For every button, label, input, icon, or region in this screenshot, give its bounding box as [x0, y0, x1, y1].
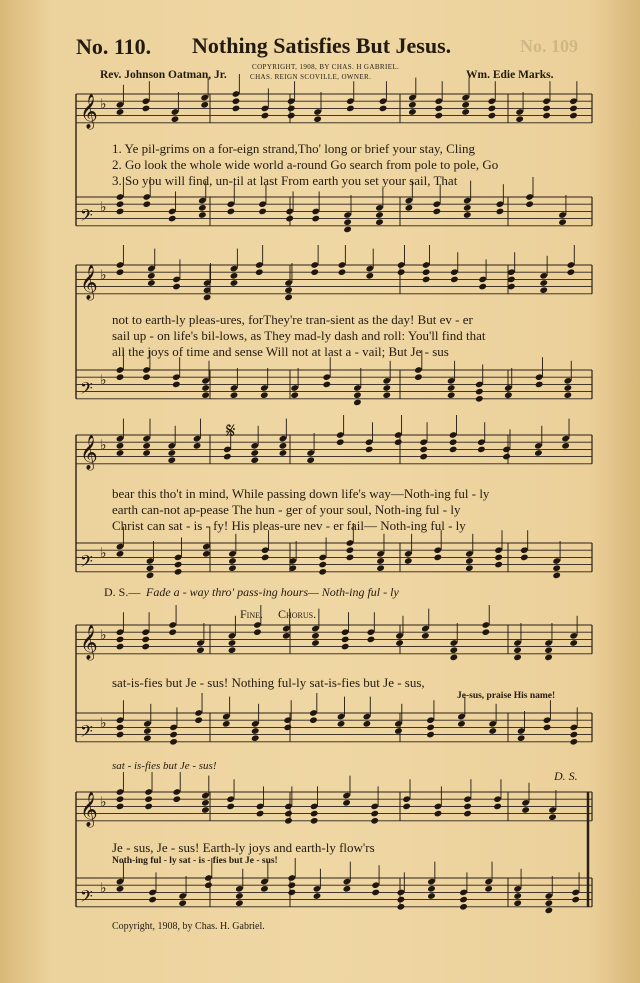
verse-1-line-2: not to earth-ly pleas-ures, forThey're tran-sient as the day! But ev - er [112, 312, 473, 327]
notehead [116, 885, 125, 893]
notehead [513, 892, 522, 900]
notehead [419, 453, 428, 461]
notehead [198, 211, 207, 219]
notehead [539, 279, 548, 287]
verse-2-line-1: 2. Go look the whole wide world a-round Go search from pole to pole, Go [112, 157, 499, 172]
fine-marking: Fine. [240, 607, 264, 621]
flat-sign: ♭ [100, 716, 107, 732]
notehead [426, 724, 435, 732]
notehead [116, 731, 125, 739]
notehead [116, 449, 125, 457]
bass-clef: 𝄢 [80, 885, 93, 910]
notehead [228, 639, 237, 647]
notehead [279, 449, 288, 457]
notehead [520, 554, 529, 562]
notehead [313, 115, 322, 123]
ds-marking: D. S. [554, 769, 578, 783]
notehead [222, 720, 231, 728]
notehead [232, 105, 241, 113]
notehead [488, 112, 497, 120]
flat-sign: ♭ [100, 97, 107, 113]
notehead [534, 449, 543, 457]
ds-label: D. S.— [104, 585, 141, 599]
notehead [475, 395, 484, 403]
notehead [426, 731, 435, 739]
chorus-bass-lyric: sat - is-fies but Je - sus! [112, 760, 217, 772]
notehead [402, 803, 411, 811]
notehead [408, 101, 417, 109]
notehead [142, 449, 151, 457]
verse-1-line-3: bear this tho't in mind, While passing down life's way—Noth-ing ful - ly [112, 486, 490, 501]
notehead [422, 276, 431, 284]
copyright-owner: CHAS. REIGN SCOVILLE, OWNER. [250, 73, 372, 81]
flat-sign: ♭ [100, 438, 107, 454]
notehead [397, 896, 406, 904]
notehead [310, 817, 319, 825]
notehead [379, 105, 388, 113]
notehead [228, 557, 237, 565]
notehead [201, 799, 210, 807]
notehead [311, 632, 320, 640]
notehead [459, 903, 468, 911]
notehead [515, 115, 524, 123]
notehead [346, 105, 355, 113]
notehead [147, 279, 156, 287]
notehead [196, 646, 205, 654]
notehead [382, 391, 391, 399]
notehead [493, 803, 502, 811]
notehead [552, 564, 561, 572]
notehead [544, 646, 553, 654]
chorus-lower-lyric: Noth-ing ful - ly sat - is - fies but Je - sus! [112, 856, 278, 866]
notehead [228, 646, 237, 654]
notehead [569, 639, 578, 647]
notehead [290, 391, 299, 399]
notehead [255, 268, 264, 276]
flat-sign: ♭ [100, 628, 107, 644]
flat-sign: ♭ [100, 881, 107, 897]
notehead [342, 799, 351, 807]
notehead [202, 550, 211, 558]
notehead [283, 724, 292, 732]
flat-sign: ♭ [100, 200, 107, 216]
notehead [343, 226, 352, 234]
notehead [561, 442, 570, 450]
flat-sign: ♭ [100, 546, 107, 562]
notehead [148, 896, 157, 904]
notehead [116, 636, 125, 644]
notehead [285, 215, 294, 223]
notehead [447, 384, 456, 392]
notehead [167, 449, 176, 457]
notehead [146, 572, 155, 580]
notehead [261, 112, 270, 120]
notehead [463, 204, 472, 212]
notehead [365, 272, 374, 280]
notehead [542, 105, 551, 113]
notehead [313, 892, 322, 900]
chorus-marking: Chorus. [278, 607, 317, 621]
notehead [535, 381, 544, 389]
notehead [309, 716, 318, 724]
verse-3-line-3: Christ can sat - is - fy! His pleas-ure nev - er fail— Noth-ing ful - ly [112, 518, 466, 533]
notehead [548, 813, 557, 821]
notehead [282, 632, 291, 640]
notehead [463, 803, 472, 811]
notehead [494, 561, 503, 569]
notehead [558, 218, 567, 226]
notehead [116, 208, 125, 216]
notehead [169, 731, 178, 739]
treble-clef: 𝄞 [80, 264, 98, 300]
bass-clef: 𝄢 [80, 720, 93, 745]
notehead [450, 646, 459, 654]
notehead [171, 115, 180, 123]
notehead [227, 208, 236, 216]
notehead [141, 643, 150, 651]
notehead [261, 554, 270, 562]
notehead [463, 810, 472, 818]
notehead [201, 384, 210, 392]
notehead [341, 643, 350, 651]
notehead [570, 738, 579, 746]
notehead [193, 442, 202, 450]
notehead [517, 734, 526, 742]
notehead [116, 795, 125, 803]
notehead [251, 734, 260, 742]
notehead [168, 215, 177, 223]
notehead [341, 636, 350, 644]
notehead [353, 399, 362, 407]
notehead [143, 734, 152, 742]
notehead [395, 639, 404, 647]
notehead [363, 720, 372, 728]
notehead [203, 294, 212, 302]
notehead [353, 391, 362, 399]
notehead [284, 810, 293, 818]
notehead [178, 899, 187, 907]
notehead [570, 731, 579, 739]
notehead [459, 896, 468, 904]
notehead [310, 268, 319, 276]
notehead [116, 200, 125, 208]
notehead [336, 438, 345, 446]
notehead [488, 727, 497, 735]
notehead [144, 795, 153, 803]
treble-clef: 𝄞 [80, 624, 98, 660]
notehead [461, 101, 470, 109]
segno-sign: 𝄋 [226, 418, 236, 443]
notehead [521, 806, 530, 814]
notehead [404, 557, 413, 565]
treble-clef: 𝄞 [80, 93, 98, 129]
notehead [172, 283, 181, 291]
notehead [343, 885, 352, 893]
notehead [545, 899, 554, 907]
bass-clef: 𝄢 [80, 377, 93, 402]
lyricist-credit: Rev. Johnson Oatman, Jr. [100, 69, 227, 81]
notehead [311, 215, 320, 223]
notehead [279, 442, 288, 450]
treble-clef: 𝄞 [80, 434, 98, 470]
notehead [256, 810, 265, 818]
notehead [116, 724, 125, 732]
notehead [318, 568, 327, 576]
notehead [200, 101, 209, 109]
notehead [434, 112, 443, 120]
notehead [230, 272, 239, 280]
notehead [322, 381, 331, 389]
notehead [571, 896, 580, 904]
notehead [475, 388, 484, 396]
notehead [226, 803, 235, 811]
notehead [232, 97, 241, 105]
notehead [513, 654, 522, 662]
notehead [144, 803, 153, 811]
notehead [427, 885, 436, 893]
notehead [141, 636, 150, 644]
notehead [223, 453, 232, 461]
notehead [260, 391, 269, 399]
notehead [496, 208, 505, 216]
hymn-title: Nothing Satisfies But Jesus. [192, 33, 452, 58]
notehead [376, 557, 385, 565]
notehead [287, 112, 296, 120]
notehead [484, 885, 493, 893]
composer-credit: Wm. Edie Marks. [466, 69, 554, 81]
flat-sign: ♭ [100, 795, 107, 811]
notehead [201, 391, 210, 399]
notehead [567, 268, 576, 276]
notehead [405, 204, 414, 212]
notehead [250, 449, 259, 457]
notehead [543, 724, 552, 732]
notehead [542, 112, 551, 120]
chorus-echo-lyric: Je-sus, praise His name! [457, 691, 556, 701]
notehead [258, 208, 267, 216]
notehead [147, 272, 156, 280]
notehead [397, 268, 406, 276]
notehead [371, 889, 380, 897]
notehead [287, 889, 296, 897]
notehead [201, 806, 210, 814]
notehead [167, 456, 176, 464]
notehead [477, 446, 486, 454]
notehead [251, 727, 260, 735]
notehead [433, 554, 442, 562]
notehead [370, 810, 379, 818]
notehead [228, 564, 237, 572]
notehead [168, 628, 177, 636]
notehead [434, 810, 443, 818]
notehead [449, 446, 458, 454]
notehead [367, 636, 376, 644]
verse-3-line-2: all the joys of time and sense Will not at last a - vail; But Je - sus [112, 344, 449, 359]
notehead [284, 294, 293, 302]
notehead [449, 438, 458, 446]
chorus-lyric-2: Je - sus, Je - sus! Earth-ly joys and earth-ly flow'rs [112, 840, 375, 855]
flat-sign: ♭ [100, 373, 107, 389]
notehead [194, 716, 203, 724]
notehead [198, 204, 207, 212]
flat-sign: ♭ [100, 268, 107, 284]
notehead [414, 373, 423, 381]
notehead [382, 384, 391, 392]
notehead [525, 200, 534, 208]
notehead [287, 881, 296, 889]
verse-2-line-3: earth can-not ap-pease The hun - ger of your soul, Noth-ing ful - ly [112, 502, 461, 517]
notehead [142, 442, 151, 450]
notehead [235, 892, 244, 900]
notehead [235, 899, 244, 907]
notehead [564, 384, 573, 392]
notehead [230, 279, 239, 287]
notehead [146, 564, 155, 572]
notehead [397, 903, 406, 911]
notehead [434, 105, 443, 113]
verse-3-line-1: 3. So you will find, un-til at last From earth you set your sail, That [112, 173, 458, 188]
notehead [284, 817, 293, 825]
notehead [174, 568, 183, 576]
notehead [337, 720, 346, 728]
verse-1-line-1: 1. Ye pil-grims on a for-eign strand,Tho' long or brief your stay, Cling [112, 141, 476, 156]
notehead [116, 643, 125, 651]
notehead [432, 208, 441, 216]
notehead [465, 564, 474, 572]
notehead [310, 810, 319, 818]
notehead [552, 572, 561, 580]
notehead [253, 628, 262, 636]
notehead [142, 373, 151, 381]
notehead [422, 268, 431, 276]
notehead [375, 218, 384, 226]
ds-lyric: Fade a - way thro' pass-ing hours— Noth-ing ful - ly [146, 585, 399, 599]
notehead [116, 268, 125, 276]
notehead [450, 276, 459, 284]
notehead [365, 446, 374, 454]
notehead [419, 446, 428, 454]
notehead [450, 654, 459, 662]
notehead [463, 211, 472, 219]
notehead [465, 557, 474, 565]
notehead [457, 720, 466, 728]
notehead [169, 738, 178, 746]
notehead [174, 561, 183, 569]
notehead [569, 105, 578, 113]
notehead [564, 391, 573, 399]
notehead [172, 381, 181, 389]
notehead [569, 112, 578, 120]
notehead [116, 108, 125, 116]
notehead [513, 899, 522, 907]
notehead [539, 286, 548, 294]
notehead [250, 456, 259, 464]
notehead [143, 727, 152, 735]
notehead [421, 632, 430, 640]
notehead [204, 881, 213, 889]
notehead [287, 105, 296, 113]
notehead [545, 907, 554, 915]
notehead [142, 200, 151, 208]
treble-clef: 𝄞 [80, 791, 98, 827]
notehead [504, 391, 513, 399]
hymn-number: No. 110. [76, 34, 152, 59]
notehead [346, 554, 355, 562]
notehead [260, 885, 269, 893]
bleed-through-text: No. 109 [520, 36, 578, 56]
notehead [116, 373, 125, 381]
notehead [173, 795, 182, 803]
notehead [338, 268, 347, 276]
bass-clef: 𝄢 [80, 550, 93, 575]
bass-clef: 𝄢 [80, 204, 93, 229]
notehead [544, 654, 553, 662]
notehead [427, 892, 436, 900]
notehead [306, 456, 315, 464]
notehead [116, 803, 125, 811]
notehead [394, 727, 403, 735]
notehead [370, 817, 379, 825]
notehead [375, 211, 384, 219]
notehead [447, 391, 456, 399]
notehead [230, 391, 239, 399]
notehead [394, 438, 403, 446]
notehead [311, 639, 320, 647]
notehead [478, 283, 487, 291]
notehead [461, 108, 470, 116]
footer-copyright: Copyright, 1908, by Chas. H. Gabriel. [112, 921, 265, 932]
notehead [343, 218, 352, 226]
notehead [116, 442, 125, 450]
notehead [513, 646, 522, 654]
notehead [116, 550, 125, 558]
chorus-lyric-1: sat-is-fies but Je - sus! Nothing ful-ly sat-is-fies but Je - sus, [112, 675, 425, 690]
notehead [502, 453, 511, 461]
notehead [408, 108, 417, 116]
notehead [376, 564, 385, 572]
copyright-notice: COPYRIGHT, 1908, BY CHAS. H GABRIEL. [252, 63, 400, 71]
verse-2-line-2: sail up - on life's bil-lows, as They mad-ly dash and roll: You'll find that [112, 328, 486, 343]
notehead [284, 286, 293, 294]
notehead [346, 546, 355, 554]
notehead [488, 105, 497, 113]
notehead [142, 105, 151, 113]
notehead [494, 554, 503, 562]
notehead [482, 628, 491, 636]
notehead [318, 561, 327, 569]
